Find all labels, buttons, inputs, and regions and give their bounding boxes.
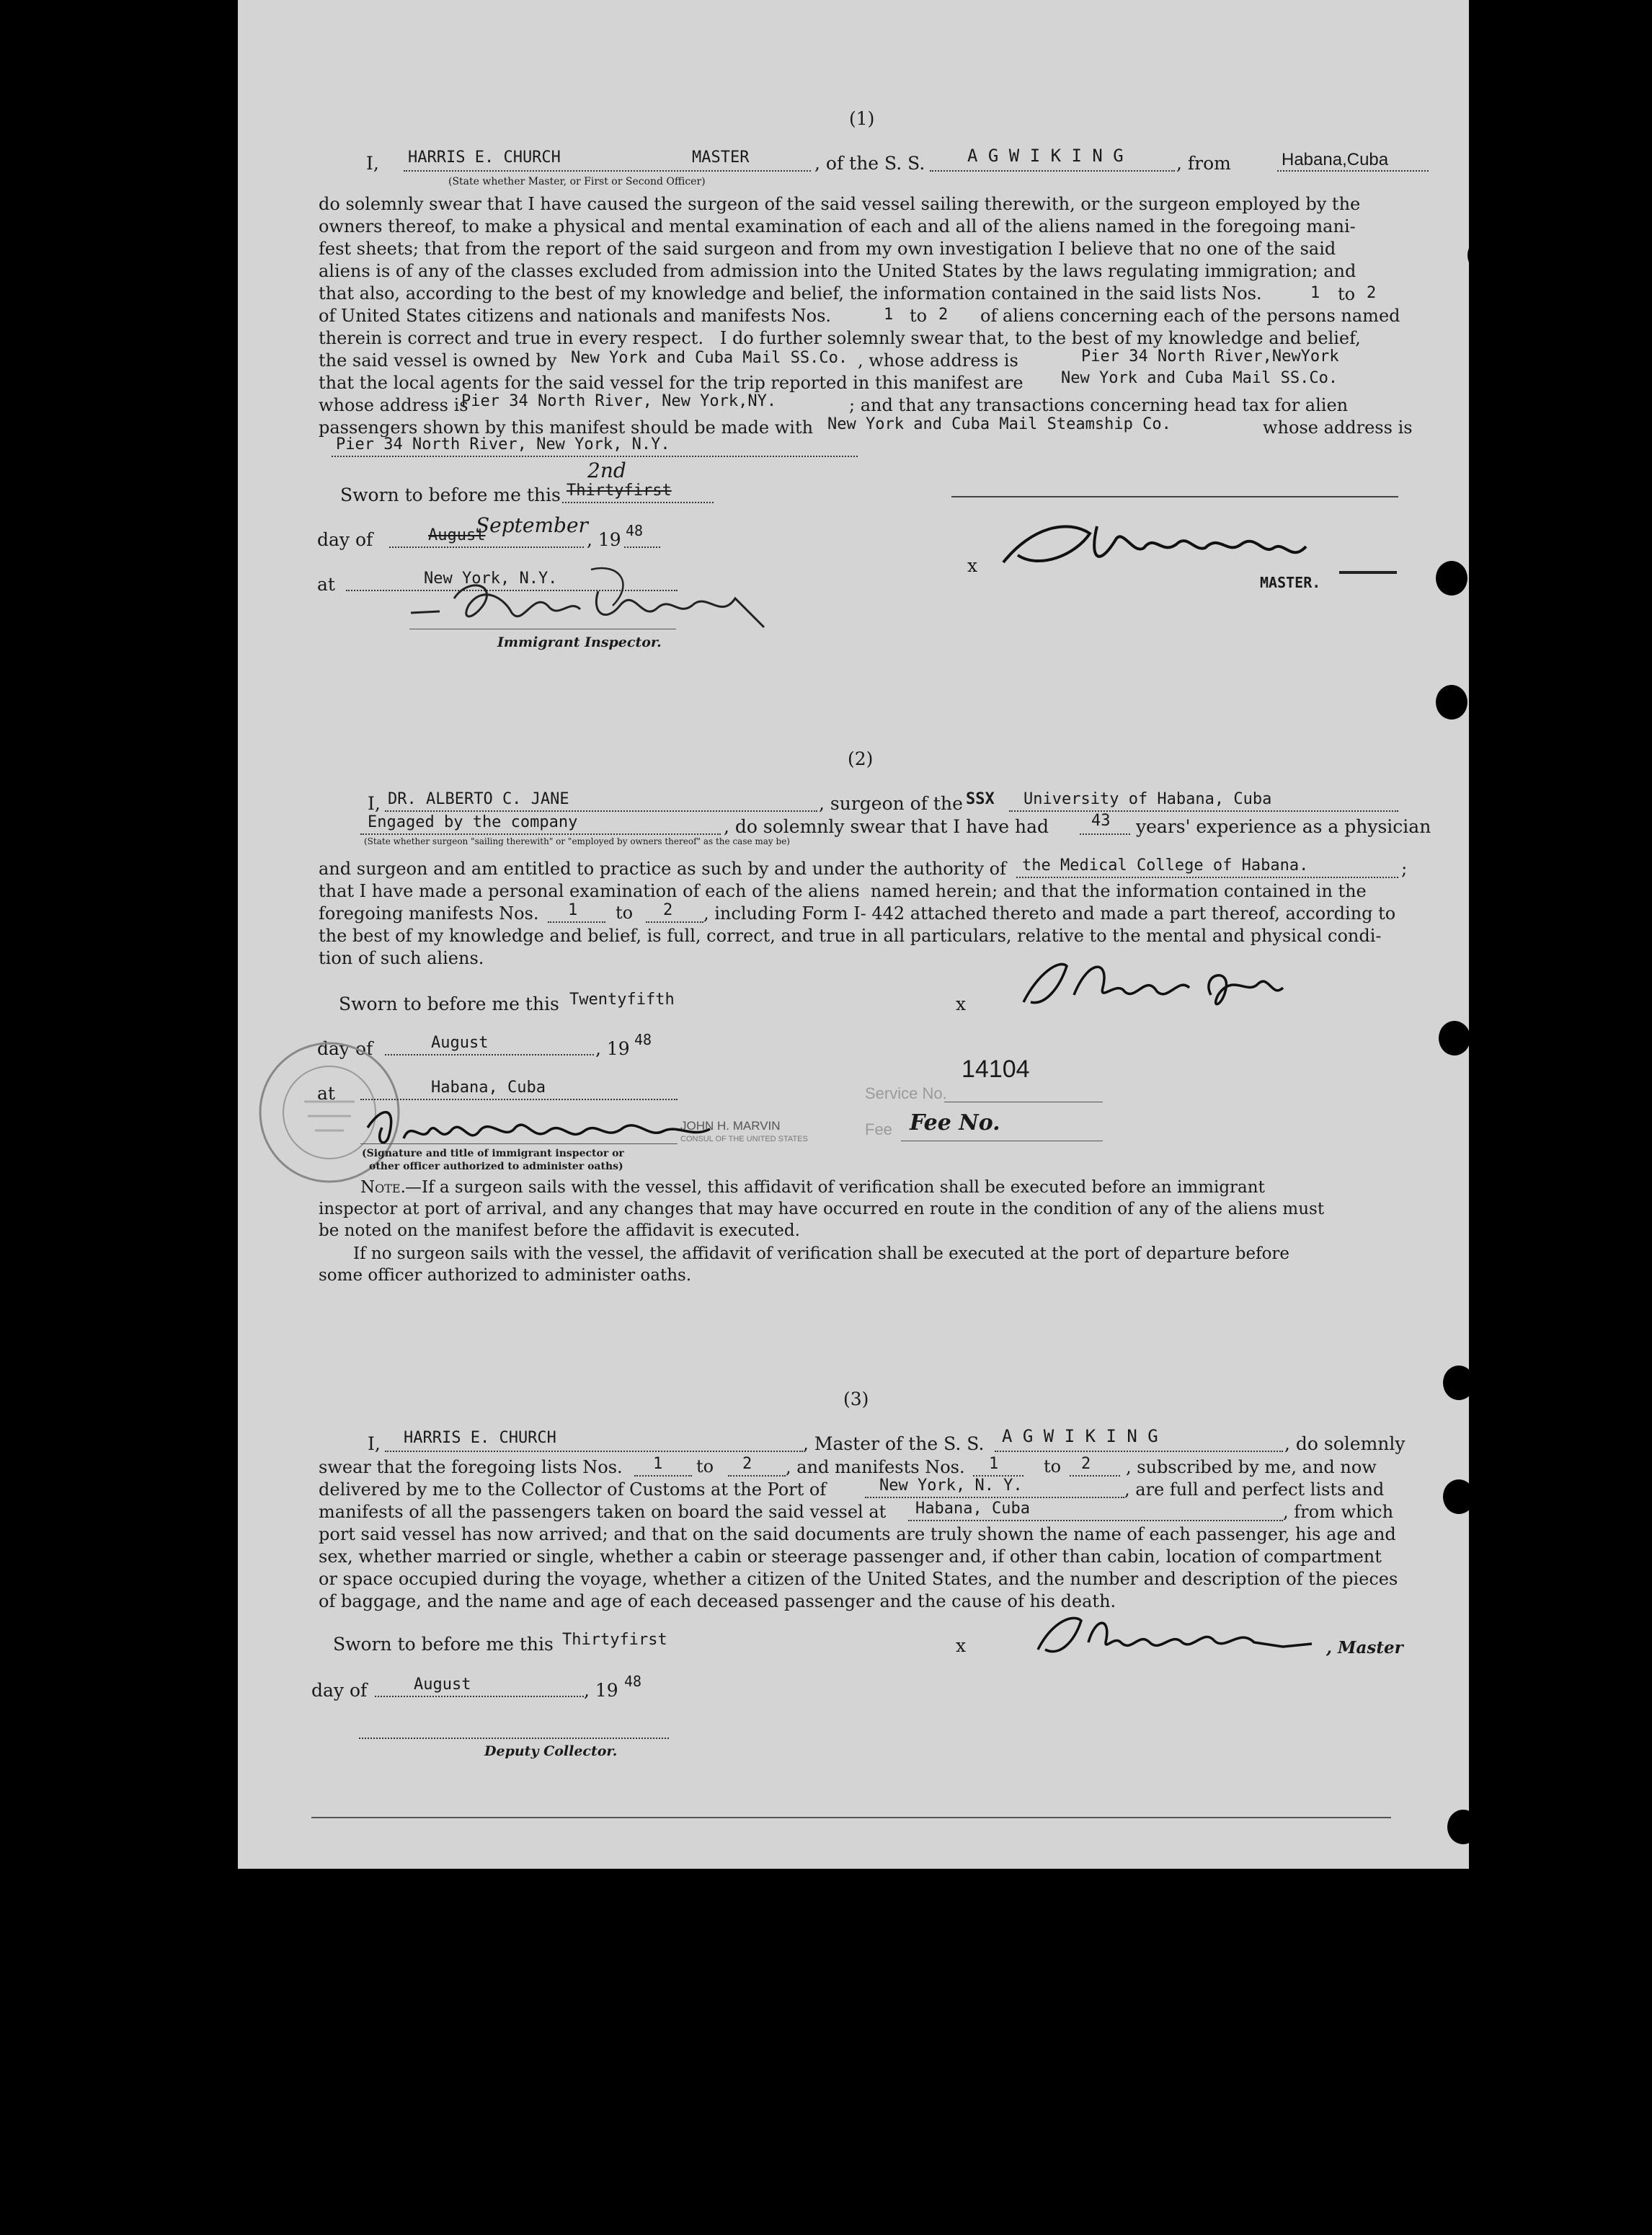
s1-year: 48 — [626, 522, 644, 539]
s3-master-line — [385, 1451, 803, 1452]
s3-man-to: 2 — [1081, 1455, 1091, 1473]
s1-master-label: MASTER. — [1260, 574, 1321, 591]
s2-struck: SSX — [966, 790, 995, 808]
s3-lists-to-line — [728, 1475, 786, 1477]
s2-authority-line — [1016, 877, 1398, 878]
s1-owner-address: Pier 34 North River,NewYork — [1081, 348, 1339, 366]
s2-consul-name: JOHN H. MARVIN — [680, 1119, 781, 1133]
page-bottom-rule — [311, 1817, 1391, 1818]
s1-line-7: the said vessel is owned by — [319, 350, 557, 371]
s3-master-name: HARRIS E. CHURCH — [404, 1429, 556, 1447]
s2-at: at — [317, 1083, 335, 1104]
s3-collector-line — [359, 1738, 669, 1739]
s2-fee-label: Fee — [865, 1120, 892, 1138]
s2-line-d: the best of my knowledge and belief, is full, correct, and true in all particulars, relative to the mental and physical condi- — [319, 926, 1382, 946]
s2-institution-line — [1009, 810, 1398, 812]
s2-man-from: 1 — [568, 901, 578, 919]
s1-manifests-to-word: to — [910, 306, 928, 326]
s3-to-2: to — [1044, 1456, 1062, 1477]
punch-hole — [1447, 1810, 1479, 1844]
section-2-number: (2) — [848, 748, 874, 769]
s1-month-hand: September — [476, 513, 588, 537]
s1-inspector-label: Immigrant Inspector. — [497, 634, 662, 650]
s2-year-prefix: , 19 — [595, 1038, 630, 1059]
s1-year-line — [624, 546, 660, 548]
s1-owner: New York and Cuba Mail SS.Co. — [571, 349, 848, 367]
s2-sig-note-2: other officer authorized to administer oaths) — [369, 1161, 623, 1172]
s3-master-of: , Master of the S. S. — [803, 1433, 985, 1454]
s1-agents-address: Pier 34 North River, New York,NY. — [461, 392, 777, 410]
s3-do-sol: , do solemnly — [1284, 1433, 1405, 1454]
s1-manifests-to: 2 — [938, 306, 949, 324]
s1-headtax-tail: ; and that any transactions concerning head tax for alien — [849, 395, 1349, 415]
s1-line-1: owners thereof, to make a physical and mental examination of each and all of the aliens named in the foregoing mani- — [319, 216, 1356, 236]
s1-whose-address-2: whose address is — [1263, 417, 1413, 438]
s1-line-4: that also, according to the best of my knowledge and belief, the information contained in the said lists Nos. — [319, 283, 1262, 304]
s2-engaged-note: (State whether surgeon "sailing therewith" or "employed by owners thereof" as the case may be) — [364, 836, 790, 846]
punch-hole — [1467, 238, 1499, 273]
s3-collector-label: Deputy Collector. — [484, 1743, 618, 1759]
s1-i: I, — [366, 153, 379, 174]
s3-from-port-line — [908, 1520, 1283, 1521]
s1-aliens-tail: of aliens concerning each of the persons named — [980, 306, 1400, 326]
s1-port: Habana,Cuba — [1282, 150, 1389, 169]
s1-agents: New York and Cuba Mail SS.Co. — [1061, 369, 1338, 387]
s2-day-of: day of — [317, 1038, 373, 1059]
s2-man-from-line — [548, 921, 605, 923]
s3-l1-post: , subscribed by me, and now — [1126, 1457, 1377, 1477]
s2-consul-sub: CONSUL OF THE UNITED STATES — [680, 1135, 808, 1143]
s1-master-line — [404, 170, 811, 172]
s2-note-label: Note. — [360, 1178, 406, 1197]
s2-years-line — [1080, 833, 1130, 835]
s2-engaged: Engaged by the company — [368, 813, 578, 831]
s2-line-b: that I have made a personal examination of each of the aliens named herein; and that the information contained in the — [319, 881, 1367, 901]
s2-i: I, — [368, 793, 381, 814]
s1-sworn: Sworn to before me this — [340, 484, 561, 505]
s3-lists-from-line — [634, 1475, 692, 1477]
s2-semicolon: ; — [1401, 858, 1408, 879]
s2-years-tail: years' experience as a physician — [1136, 816, 1431, 837]
s3-l6: or space occupied during the voyage, whether a citizen of the United States, and the number and description of the pieces — [319, 1569, 1398, 1589]
s1-day-of: day of — [317, 529, 373, 550]
s1-master-name: HARRIS E. CHURCH — [408, 149, 561, 167]
s2-note-5: some officer authorized to administer oaths. — [319, 1266, 692, 1285]
s1-of-ss: , of the S. S. — [814, 153, 925, 174]
s1-month-line — [389, 546, 584, 548]
s3-month-line — [375, 1696, 584, 1697]
s1-from: , from — [1176, 153, 1231, 174]
s1-month: August — [428, 526, 486, 544]
s1-port-line — [1277, 170, 1429, 172]
s2-to: to — [616, 903, 634, 923]
s2-institution: University of Habana, Cuba — [1023, 790, 1272, 808]
s3-and-manifests: , and manifests Nos. — [786, 1457, 965, 1477]
s1-line-2: fest sheets; that from the report of the said surgeon and from my own investigation I believe that no one of the said — [319, 239, 1336, 259]
s1-place: New York, N.Y. — [424, 570, 558, 588]
section-1-number: (1) — [849, 108, 875, 129]
s3-port-line — [865, 1497, 1124, 1498]
s3-vessel-line — [995, 1451, 1283, 1452]
s2-year: 48 — [634, 1031, 652, 1048]
s3-i: I, — [368, 1433, 381, 1454]
s1-sworn-line — [562, 502, 714, 503]
s2-consul-line — [360, 1143, 678, 1144]
s1-vessel: A G W I K I N G — [967, 146, 1124, 166]
s3-month: August — [414, 1676, 471, 1694]
s2-sig-note-1: (Signature and title of immigrant inspector or — [362, 1148, 624, 1159]
s1-line-0: do solemnly swear that I have caused the surgeon of the said vessel sailing therewith, or the surgeon employed by the — [319, 194, 1361, 214]
s2-surgeon-line — [385, 810, 817, 812]
s2-sworn: Sworn to before me this — [339, 993, 559, 1014]
s1-line-8: that the local agents for the said vessel for the trip reported in this manifest are — [319, 373, 1023, 393]
punch-hole — [1443, 1479, 1475, 1514]
s2-line-c-post: , including Form I- 442 attached thereto and made a part thereof, according to — [703, 903, 1396, 924]
s2-month: August — [431, 1034, 489, 1052]
s3-port: New York, N. Y. — [879, 1477, 1023, 1495]
s1-line-5: of United States citizens and nationals and manifests Nos. — [319, 306, 832, 326]
s2-surgeon-signature — [995, 952, 1355, 1017]
punch-hole — [1439, 1021, 1470, 1055]
s1-sworn-day-hand: 2nd — [587, 459, 626, 482]
s1-line-9: whose address is — [319, 395, 468, 415]
s1-line-3: aliens is of any of the classes excluded from admission into the United States by the laws regulating immigration; and — [319, 261, 1356, 281]
s3-sworn: Sworn to before me this — [333, 1634, 554, 1655]
s1-vessel-line — [930, 170, 1175, 172]
s3-day-of: day of — [311, 1680, 368, 1701]
s2-surgeon-of: , surgeon of the — [819, 793, 963, 814]
s2-man-to-line — [646, 921, 703, 923]
s3-vessel: A G W I K I N G — [1002, 1426, 1158, 1446]
s3-l7: of baggage, and the name and age of each deceased passenger and the cause of his death. — [319, 1591, 1116, 1611]
s3-lists-to: 2 — [742, 1455, 752, 1473]
s3-year-prefix: , 19 — [584, 1680, 618, 1701]
section-3-number: (3) — [843, 1389, 869, 1409]
s1-master-signature — [989, 512, 1349, 584]
s2-service-no: 14104 — [962, 1055, 1030, 1083]
s1-struck-title — [1339, 571, 1397, 574]
punch-hole — [1443, 1366, 1475, 1400]
punch-hole — [1436, 561, 1467, 596]
s1-lists-to-word: to — [1338, 284, 1356, 304]
s3-x: x — [956, 1635, 967, 1656]
s3-lists-from: 1 — [653, 1455, 663, 1473]
s1-sworn-day: Thirtyfirst — [567, 482, 672, 500]
s1-year-prefix: , 19 — [587, 529, 621, 550]
s2-note-2: inspector at port of arrival, and any changes that may have occurred en route in the condition of any of the aliens must — [319, 1200, 1325, 1218]
s2-line-c-pre: foregoing manifests Nos. — [319, 903, 539, 924]
s2-years: 43 — [1091, 812, 1111, 830]
s3-l1-pre: swear that the foregoing lists Nos. — [319, 1457, 623, 1477]
punch-hole — [1436, 685, 1467, 720]
s3-l3-pre: manifests of all the passengers taken on board the said vessel at — [319, 1502, 887, 1522]
s3-from-port: Habana, Cuba — [915, 1500, 1030, 1518]
s2-sworn-day: Twentyfifth — [569, 991, 675, 1009]
s1-rank-note: (State whether Master, or First or Second Officer) — [448, 176, 706, 187]
s3-sworn-day: Thirtyfirst — [562, 1631, 667, 1649]
s2-fee-value: Fee No. — [910, 1110, 1000, 1136]
s3-l2-pre: delivered by me to the Collector of Customs at the Port of — [319, 1479, 827, 1500]
s1-rank: MASTER — [692, 149, 750, 167]
s3-l2-post: , are full and perfect lists and — [1124, 1479, 1385, 1500]
s2-service-label: Service No. — [865, 1084, 947, 1102]
s3-l5: sex, whether married or single, whether a cabin or steerage passenger and, if other than cabin, location of compartment — [319, 1546, 1382, 1567]
s3-l3-post: , from which — [1283, 1502, 1394, 1522]
s2-note-1: —If a surgeon sails with the vessel, this affidavit of verification shall be executed before an immigrant — [405, 1178, 1265, 1197]
s1-address-line — [332, 456, 858, 457]
s3-year: 48 — [624, 1673, 642, 1690]
s2-place: Habana, Cuba — [431, 1079, 546, 1097]
s1-line-6: therein is correct and true in every respect. I do further solemnly swear that, to the best of my knowledge and belief, — [319, 328, 1361, 348]
s2-line-a: and surgeon and am entitled to practice as such by and under the authority of — [319, 859, 1006, 879]
s1-lists-to: 2 — [1367, 284, 1377, 302]
s2-authority: the Medical College of Habana. — [1022, 857, 1309, 875]
s2-x: x — [956, 993, 967, 1014]
s1-at: at — [317, 574, 335, 595]
s1-x: x — [967, 555, 978, 576]
s3-man-from: 1 — [989, 1455, 999, 1473]
s3-l4: port said vessel has now arrived; and that on the said documents are truly shown the name of each passenger, his age and — [319, 1524, 1396, 1544]
s1-line-10: passengers shown by this manifest should be made with — [319, 417, 814, 438]
s1-manifests-from: 1 — [884, 306, 894, 324]
s2-note-3: be noted on the manifest before the affidavit is executed. — [319, 1221, 800, 1240]
s2-month-line — [385, 1054, 594, 1055]
s1-lists-from: 1 — [1310, 284, 1320, 302]
s3-master-signature — [1023, 1606, 1326, 1664]
s1-master-sig-line — [951, 496, 1398, 497]
s3-master-label: , Master — [1326, 1638, 1403, 1658]
s1-headtax-agent: New York and Cuba Mail Steamship Co. — [827, 415, 1171, 433]
s2-engaged-line — [360, 833, 721, 835]
s1-whose-address: , whose address is — [858, 350, 1018, 371]
s2-man-to: 2 — [663, 901, 673, 919]
s2-surgeon-name: DR. ALBERTO C. JANE — [388, 790, 569, 808]
s3-to: to — [696, 1456, 714, 1477]
s2-line-e: tion of such aliens. — [319, 948, 484, 968]
s3-man-to-line — [1070, 1475, 1120, 1477]
s2-note-4: If no surgeon sails with the vessel, the affidavit of verification shall be executed at the port of departure before — [353, 1244, 1290, 1263]
s2-swear: , do solemnly swear that I have had — [724, 816, 1049, 837]
s1-headtax-address: Pier 34 North River, New York, N.Y. — [336, 435, 670, 453]
